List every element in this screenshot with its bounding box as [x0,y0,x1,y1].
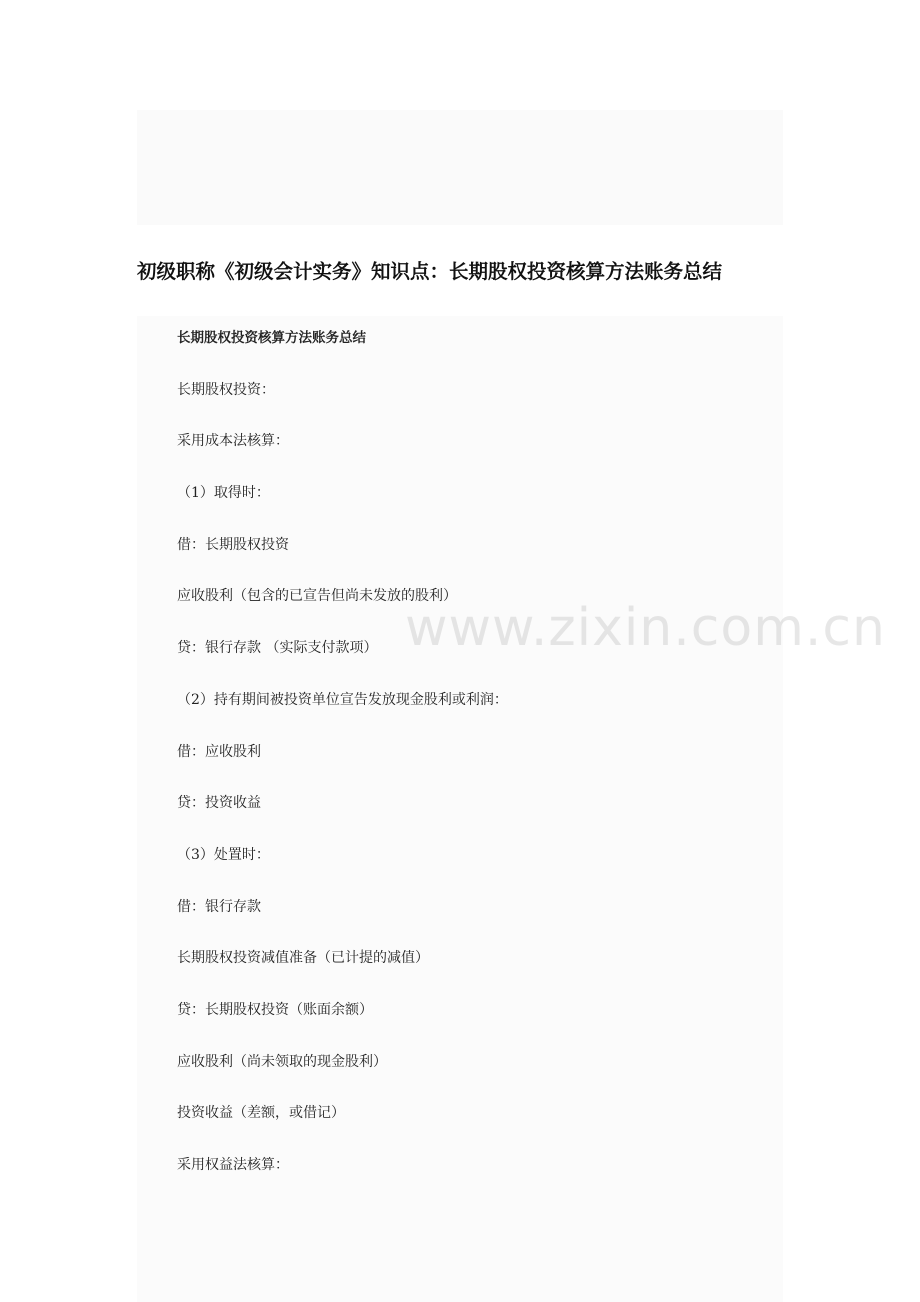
content-line: 采用权益法核算： [177,1157,289,1173]
content-line: 借：应收股利 [177,743,261,760]
content-line: （1）取得时： [177,485,270,502]
content-line: 借：银行存款 [177,898,261,915]
content-line: 贷：投资收益 [177,795,261,812]
content-line: 采用成本法核算： [177,433,289,450]
content-line: 长期股权投资： [177,381,275,398]
top-placeholder-box [137,110,783,225]
content-line: 借：长期股权投资 [177,536,289,553]
page-title: 初级职称《初级会计实务》知识点：长期股权投资核算方法账务总结 [137,260,723,283]
content-heading: 长期股权投资核算方法账务总结 [177,330,366,346]
content-line: 应收股利（包含的已宣告但尚未发放的股利） [177,588,457,605]
content-lines [177,327,767,1206]
watermark: www.zixin.com.cn [405,598,886,658]
content-line: 投资收益（差额，或借记） [177,1105,345,1122]
content-line: 应收股利（尚未领取的现金股利） [177,1053,387,1070]
content-line: 长期股权投资减值准备（已计提的减值） [177,950,429,967]
content-line: 贷：银行存款 （实际支付款项） [177,640,378,657]
content-line: 贷：长期股权投资（账面余额） [177,1001,373,1018]
content-line: （3）处置时： [177,846,270,863]
content-line: （2）持有期间被投资单位宣告发放现金股利或利润： [177,691,508,708]
